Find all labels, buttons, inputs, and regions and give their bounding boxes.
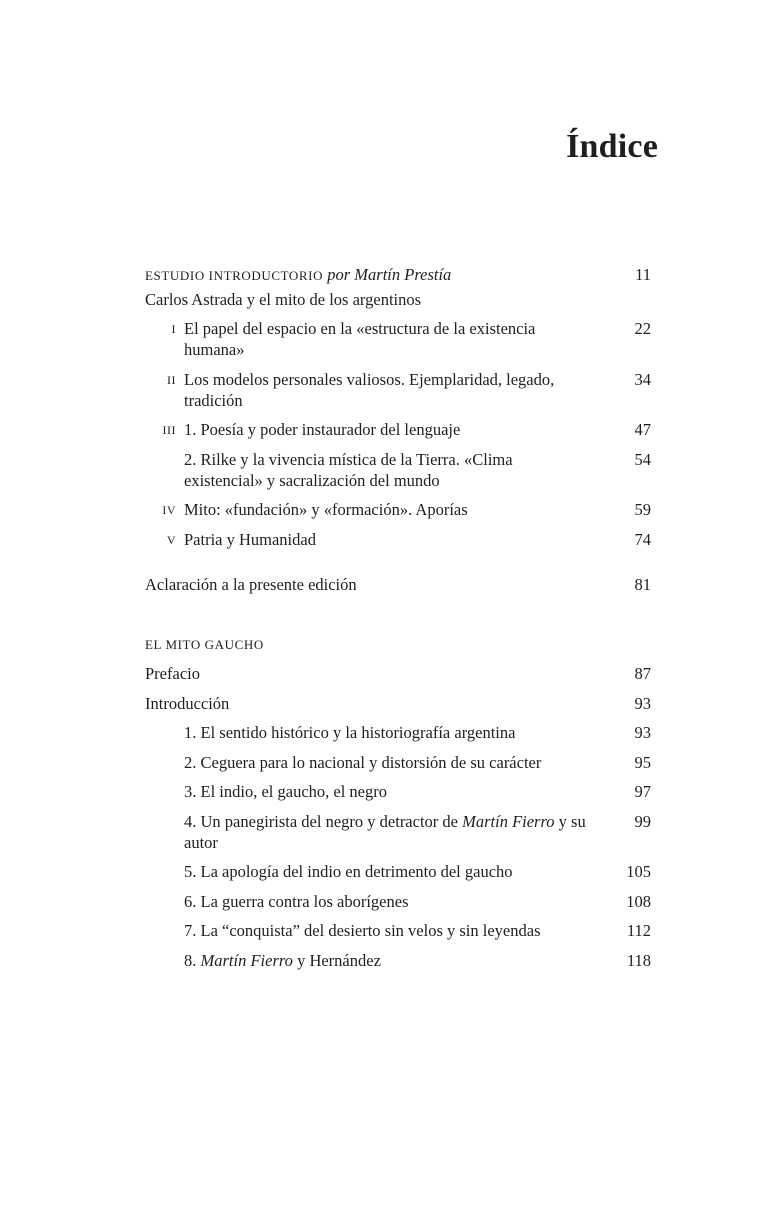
- roman-numeral: V: [166, 532, 176, 547]
- toc-entry-text: 6. La guerra contra los aborígenes: [184, 891, 409, 911]
- toc-entry-text: El papel del espacio en la «estructura de la existencia humana»: [184, 319, 536, 359]
- toc-entry[interactable]: [145, 663, 651, 684]
- page-number: 118: [626, 950, 651, 970]
- toc-entry[interactable]: [145, 318, 651, 360]
- page-number: 47: [634, 420, 651, 439]
- toc-entry-text: 3. El indio, el gaucho, el negro: [184, 782, 387, 801]
- toc-section-subtitle: Carlos Astrada y el mito de los argentinos: [145, 289, 422, 309]
- roman-numeral: III: [162, 423, 176, 437]
- toc-entry[interactable]: [145, 369, 651, 411]
- toc-entry[interactable]: [145, 781, 651, 802]
- page-title: Índice: [566, 128, 658, 165]
- roman-numeral: IV: [162, 503, 176, 517]
- table-of-contents: [145, 264, 651, 979]
- toc-entry-text: 1. El sentido histórico y la historiografía argentina: [184, 723, 516, 742]
- page-number: 99: [634, 811, 651, 831]
- page-number: 34: [634, 369, 651, 389]
- section-header-caps: EL MITO GAUCHO: [145, 636, 264, 652]
- page-number: 97: [634, 782, 651, 801]
- page-number: 95: [634, 752, 651, 772]
- toc-entry[interactable]: [145, 722, 651, 743]
- toc-entry[interactable]: [145, 419, 651, 440]
- roman-numeral: I: [171, 322, 176, 336]
- section-header-caps: ESTUDIO INTRODUCTORIO: [145, 268, 324, 283]
- toc-entry-text: 8. Martín Fierro y Hernández: [184, 950, 381, 970]
- section-header-author: por Martín Prestía: [327, 265, 452, 284]
- toc-entry-text: 4. Un panegirista del negro y detractor de Martín Fierro y su autor: [184, 811, 586, 852]
- toc-section-header: [145, 264, 651, 286]
- page-number: 105: [626, 862, 651, 881]
- page-number: 54: [634, 449, 651, 469]
- toc-entry[interactable]: [145, 891, 651, 912]
- page-number: 59: [634, 500, 651, 519]
- toc-entry-text: 1. Poesía y poder instaurador del lenguaje: [184, 420, 461, 439]
- toc-entry[interactable]: [145, 449, 651, 491]
- roman-numeral: II: [167, 372, 176, 387]
- toc-entry[interactable]: [145, 499, 651, 520]
- toc-entry-text: 7. La “conquista” del desierto sin velos y sin leyendas: [184, 921, 541, 940]
- toc-entry-text: Aclaración a la presente edición: [145, 574, 357, 594]
- toc-entry-text: Patria y Humanidad: [184, 529, 316, 549]
- toc-entry[interactable]: [145, 752, 651, 773]
- page-number: 93: [634, 723, 651, 742]
- page-number: 112: [626, 921, 651, 940]
- page-number: 108: [626, 891, 651, 911]
- page-number: 74: [634, 529, 651, 549]
- toc-entry-text: Prefacio: [145, 664, 200, 683]
- page-number: 87: [634, 664, 651, 683]
- toc-entry-text: 2. Ceguera para lo nacional y distorsión de su carácter: [184, 752, 542, 772]
- toc-entry[interactable]: [145, 861, 651, 882]
- toc-section-header: [145, 633, 651, 655]
- toc-entry-text: Introducción: [145, 693, 230, 713]
- toc-entry[interactable]: [145, 574, 651, 595]
- page-number: 11: [635, 265, 651, 284]
- toc-entry[interactable]: [145, 920, 651, 941]
- toc-entry[interactable]: [145, 811, 651, 853]
- page-number: 93: [634, 693, 651, 713]
- toc-entry-text: Los modelos personales valiosos. Ejemplaridad, legado, tradición: [184, 369, 555, 410]
- page-number: 22: [634, 319, 651, 338]
- toc-entry[interactable]: [145, 693, 651, 714]
- page-number: 81: [634, 574, 651, 594]
- toc-entry-text: 5. La apología del indio en detrimento del gaucho: [184, 862, 513, 881]
- toc-entry-text: 2. Rilke y la vivencia mística de la Tierra. «Clima existencial» y sacralización del mundo: [184, 449, 513, 490]
- toc-entry-text: Mito: «fundación» y «formación». Aporías: [184, 500, 468, 519]
- toc-entry[interactable]: [145, 529, 651, 550]
- toc-entry[interactable]: [145, 950, 651, 971]
